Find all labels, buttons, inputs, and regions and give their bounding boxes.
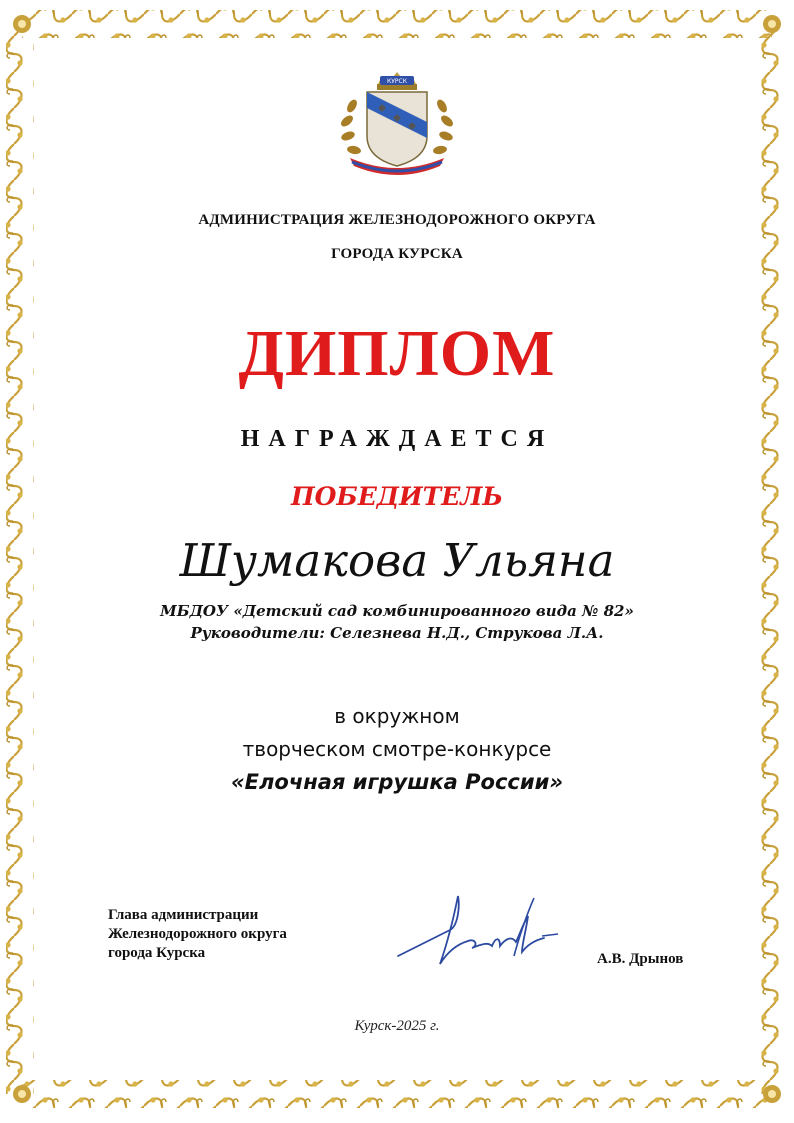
administration-title-line1: АДМИНИСТРАЦИЯ ЖЕЛЕЗНОДОРОЖНОГО ОКРУГА (198, 212, 596, 228)
place-and-year: Курск-2025 г. (354, 1018, 440, 1034)
winner-status: ПОБЕДИТЕЛЬ (290, 482, 504, 511)
document-title: ДИПЛОМ (238, 317, 556, 390)
signatory-position-line: Железнодорожного округа (108, 926, 287, 942)
contest-line2: творческом смотре-конкурсе (242, 737, 552, 761)
administration-title-line2: ГОРОДА КУРСКА (331, 246, 463, 262)
supervisors: Руководители: Селезнева Н.Д., Струкова Л.А. (190, 624, 604, 642)
organization-name: МБДОУ «Детский сад комбинированного вида № 82» (160, 602, 634, 620)
signatory-position (108, 906, 287, 963)
signatory-position-line: города Курска (108, 945, 206, 961)
signatory-position-line: Глава администрации (108, 907, 259, 923)
contest-name: «Елочная игрушка России» (231, 770, 563, 794)
emblem-banner-text: КУРСК (387, 78, 407, 85)
handwritten-signature (388, 886, 568, 976)
kursk-coat-of-arms-icon (332, 66, 462, 176)
contest-line1: в окружном (334, 704, 460, 728)
awarded-heading: НАГРАЖДАЕТСЯ (240, 426, 554, 452)
recipient-name: Шумакова Ульяна (179, 534, 615, 587)
signer-name: А.В. Дрынов (597, 951, 684, 967)
